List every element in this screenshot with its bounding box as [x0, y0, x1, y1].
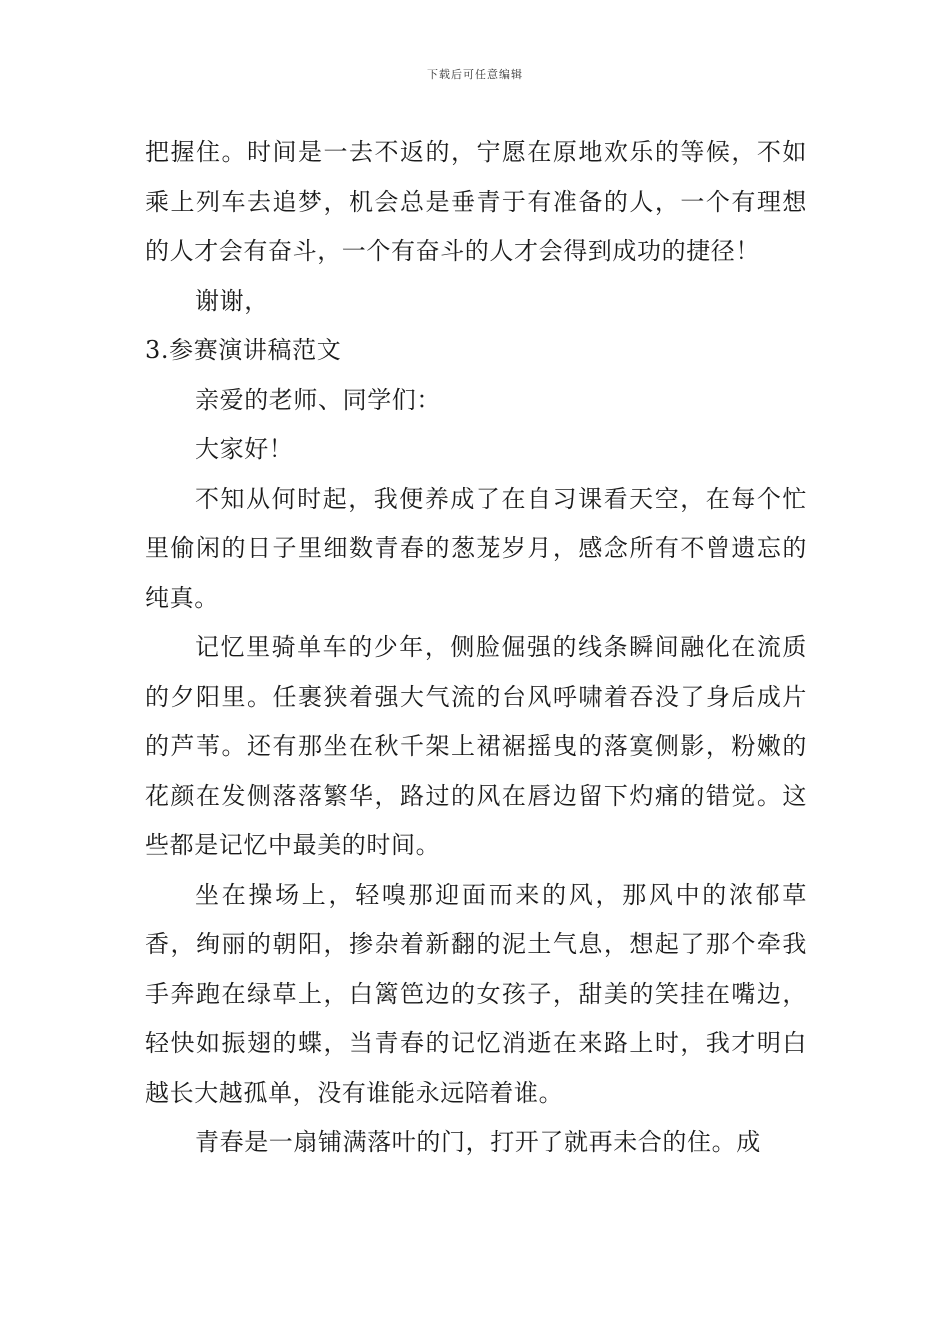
- paragraph-salutation: 亲爱的老师、同学们：: [195, 385, 441, 414]
- paragraph-thanks: 谢谢，: [195, 286, 269, 315]
- paragraph-body: 不知从何时起，我便养成了在自习课看天空，在每个忙里偷闲的日子里细数青春的葱茏岁月，感念所有不曾遗忘的纯真。: [145, 484, 807, 612]
- document-body: [145, 128, 807, 1168]
- section-heading: 3.参赛演讲稿范文: [145, 336, 342, 364]
- paragraph-continuation: 把握住。时间是一去不返的，宁愿在原地欢乐的等候，不如乘上列车去追梦，机会总是垂青于有准备的人，一个有理想的人才会有奋斗，一个有奋斗的人才会得到成功的捷径！: [145, 138, 807, 265]
- paragraph-greeting: 大家好！: [195, 435, 294, 463]
- paragraph-body: 记忆里骑单车的少年，侧脸倔强的线条瞬间融化在流质的夕阳里。任裹狭着强大气流的台风呼啸着吞没了身后成片的芦苇。还有那坐在秋千架上裙裾摇曳的落寞侧影，粉嫩的花颜在发侧落落繁华，路过的风在唇边留下灼痛的错觉。这些都是记忆中最美的时间。: [145, 633, 807, 859]
- paragraph-body: 坐在操场上，轻嗅那迎面而来的风，那风中的浓郁草香，绚丽的朝阳，掺杂着新翻的泥土气息，想起了那个牵我手奔跑在绿草上，白篱笆边的女孩子，甜美的笑挂在嘴边，轻快如振翅的蝶，当青春的记忆消逝在来路上时，我才明白越长大越孤单，没有谁能永远陪着谁。: [145, 880, 807, 1107]
- header-note: 下载后可任意编辑: [427, 68, 523, 81]
- paragraph-body: 青春是一扇铺满落叶的门，打开了就再未合的住。成: [195, 1128, 761, 1156]
